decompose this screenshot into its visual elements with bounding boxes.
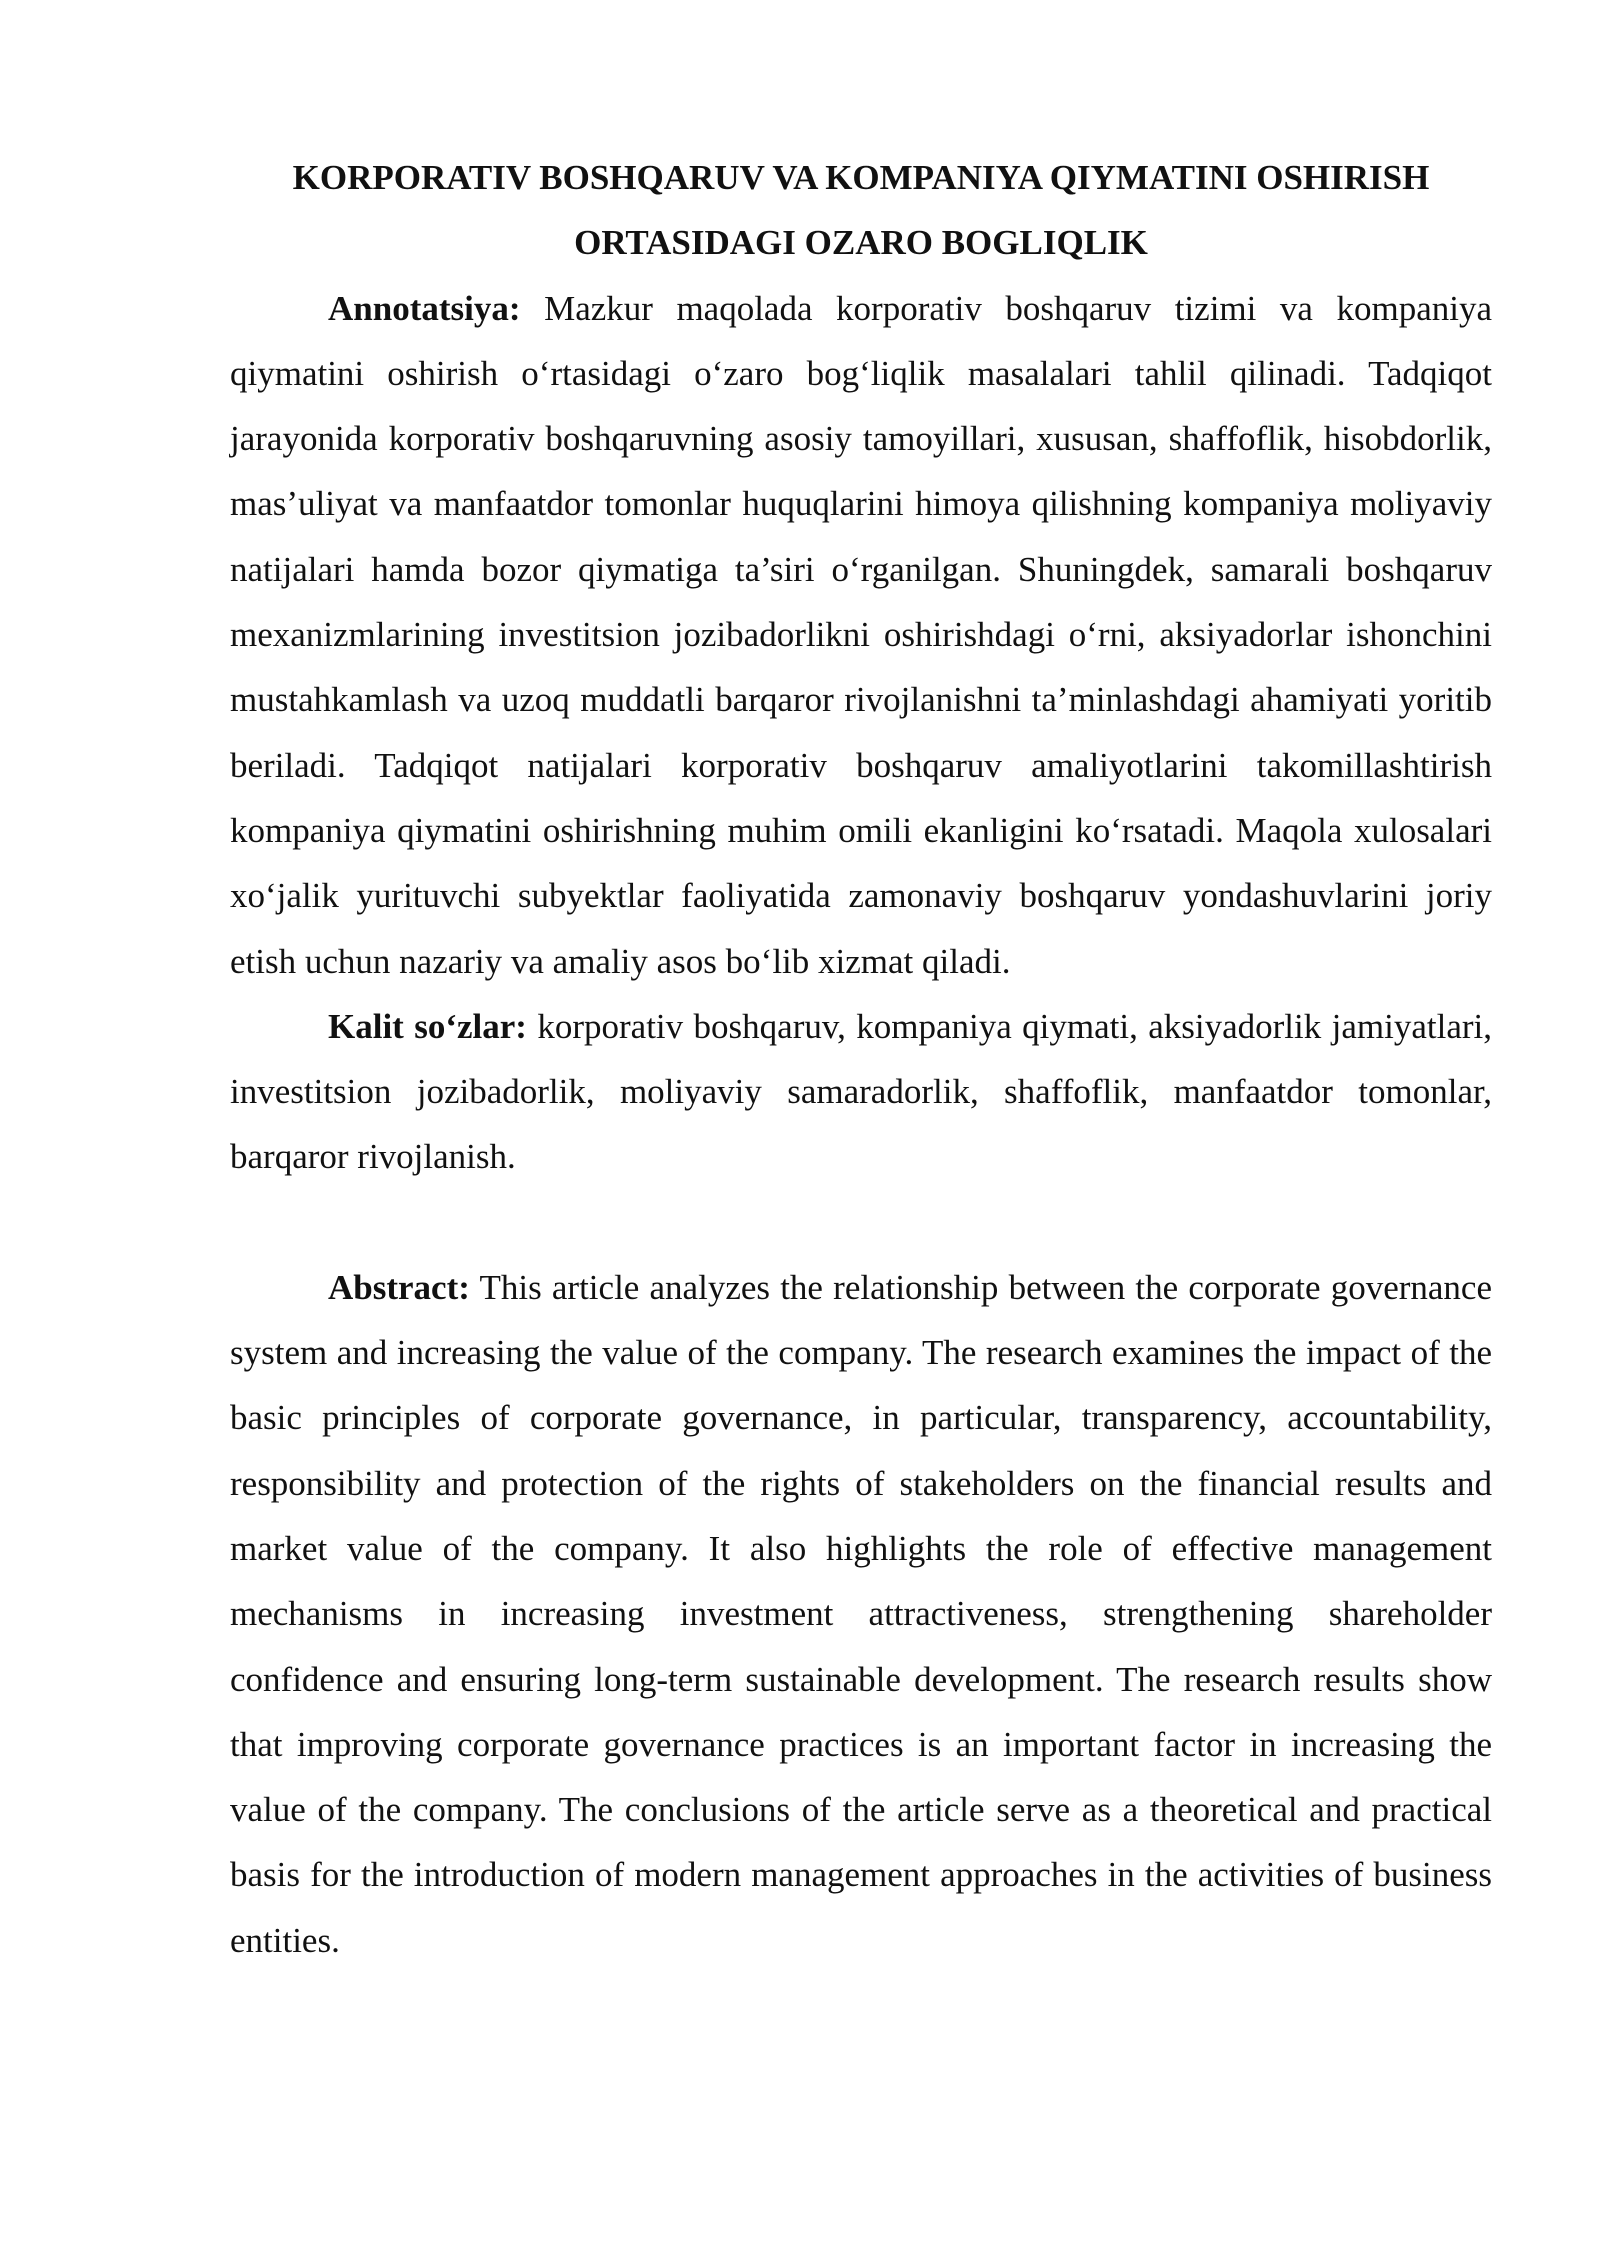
keywords-paragraph: [230, 994, 1492, 1190]
paragraph-spacer: [230, 1190, 1492, 1255]
abstract-paragraph: [230, 1255, 1492, 1973]
abstract-text: This article analyzes the relationship between the corporate governance system and increasing the value of the company. The research examines the impact of the basic principles of corporate governance, in particular, transparency, accountability, responsibility and protection of the rights of stakeholders on the financial results and market value of the company. It also highlights the role of effective management mechanisms in increasing investment attractiveness, strengthening shareholder confidence and ensuring long-term sustainable development. The research results show that improving corporate governance practices is an important factor in increasing the value of the company. The conclusions of the article serve as a theoretical and practical basis for the introduction of modern management approaches in the activities of business entities.: [230, 1267, 1492, 1960]
abstract-label: Abstract:: [328, 1267, 470, 1307]
document-page: [230, 145, 1492, 1973]
annotation-text: Mazkur maqolada korporativ boshqaruv tizimi va kompaniya qiymatini oshirish o‘rtasidagi o‘zaro bog‘liqlik masalalari tahlil qilinadi. Tadqiqot jarayonida korporativ boshqaruvning asosiy tamoyillari, xususan, shaffoflik, hisobdorlik, mas’uliyat va manfaatdor tomonlar huquqlarini himoya qilishning kompaniya moliyaviy natijalari hamda bozor qiymatiga ta’siri o‘rganilgan. Shuningdek, samarali boshqaruv mexanizmlarining investitsion jozibadorlikni oshirishdagi o‘rni, aksiyadorlar ishonchini mustahkamlash va uzoq muddatli barqaror rivojlanishni ta’minlashdagi ahamiyati yoritib beriladi. Tadqiqot natijalari korporativ boshqaruv amaliyotlarini takomillashtirish kompaniya qiymatini oshirishning muhim omili ekanligini ko‘rsatadi. Maqola xulosalari xo‘jalik yurituvchi subyektlar faoliyatida zamonaviy boshqaruv yondashuvlarini joriy etish uchun nazariy va amaliy asos bo‘lib xizmat qiladi.: [230, 288, 1492, 981]
annotation-label: Annotatsiya:: [328, 288, 521, 328]
annotation-paragraph: [230, 276, 1492, 994]
keywords-text: korporativ boshqaruv, kompaniya qiymati, aksiyadorlik jamiyatlari, investitsion jozibadorlik, moliyaviy samaradorlik, shaffoflik, manfaatdor tomonlar, barqaror rivojlanish.: [230, 1006, 1492, 1177]
article-title: KORPORATIV BOSHQARUV VA KOMPANIYA QIYMATINI OSHIRISH ORTASIDAGI OZARO BOGLIQLIK: [292, 158, 1430, 263]
keywords-label: Kalit so‘zlar:: [328, 1006, 527, 1046]
